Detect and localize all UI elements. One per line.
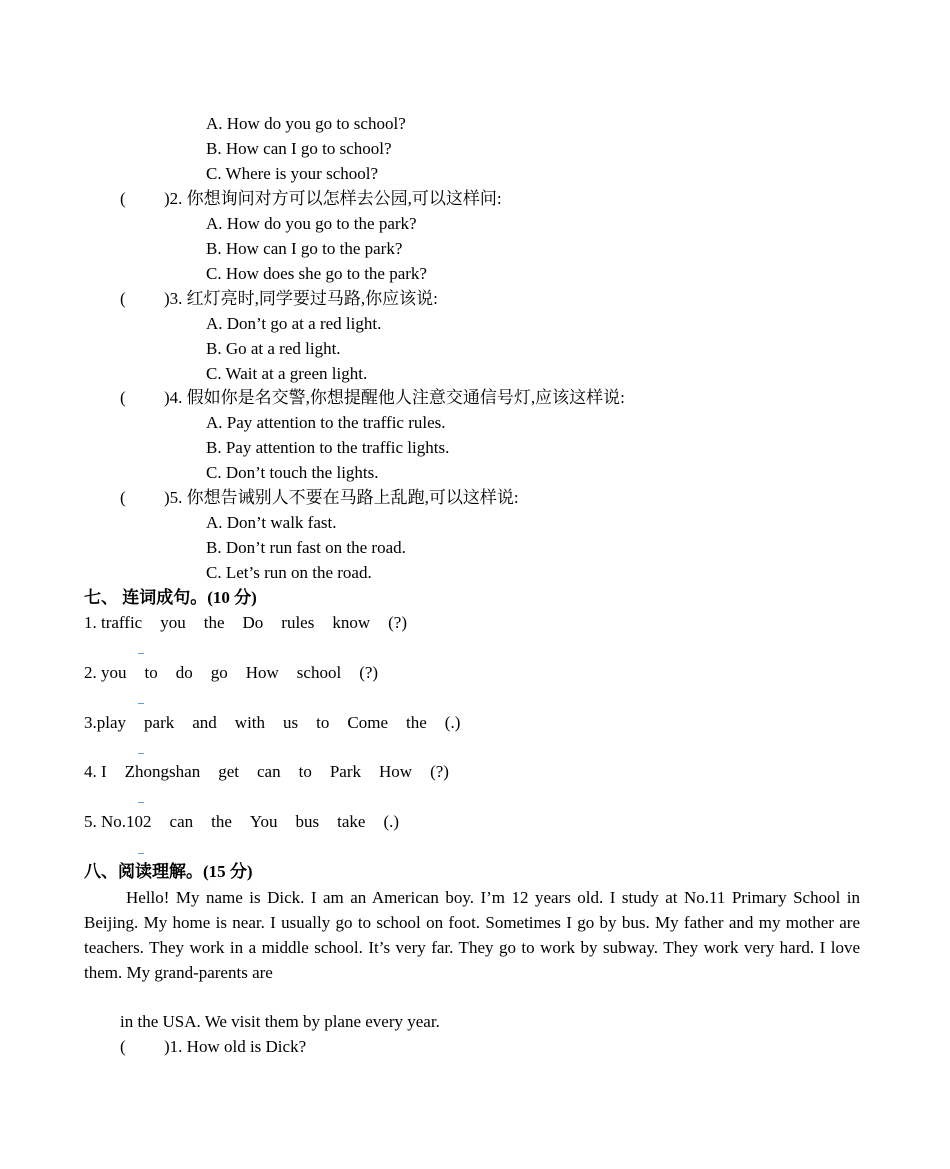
word: to: [298, 762, 312, 781]
q4-option-c: C. Don’t touch the lights.: [206, 463, 379, 482]
word: 4. I: [84, 762, 107, 781]
word: the: [203, 613, 225, 632]
word: 2. you: [84, 663, 127, 682]
word: us: [283, 713, 299, 732]
q2-option-b: B. How can I go to the park?: [206, 239, 403, 258]
reading-passage: Hello! My name is Dick. I am an American boy. I’m 12 years old. I study at No.11 Primary School in Beijing. My home is near. I usually go to school on foot. Sometimes I go by bus. My father and my mother are teachers. They work in a middle school. It’s very far. They go to work by subway. They work very hard. I love them. My grand-parents are: [84, 888, 860, 982]
q3-stem: )3. 红灯亮时,同学要过马路,你应该说:: [164, 289, 438, 308]
word: take: [337, 812, 366, 831]
answer-line-mark: [138, 853, 144, 854]
sentence-row-2: [84, 663, 396, 683]
passage-continuation: in the USA. We visit them by plane every year.: [120, 1012, 440, 1031]
word: the: [406, 713, 427, 732]
word: (.): [444, 713, 461, 732]
word: school: [296, 663, 342, 682]
q1-option-a: A. How do you go to school?: [206, 114, 406, 133]
word: 1. traffic: [84, 613, 143, 632]
q2-answer-paren: (: [120, 189, 126, 208]
word: and: [192, 713, 217, 732]
word: get: [218, 762, 239, 781]
word: do: [175, 663, 193, 682]
reading-q1-stem: )1. How old is Dick?: [164, 1037, 307, 1056]
word: bus: [295, 812, 320, 831]
word: can: [257, 762, 281, 781]
word: to: [316, 713, 330, 732]
word: (?): [388, 613, 407, 632]
word: with: [234, 713, 266, 732]
q4-stem: )4. 假如你是名交警,你想提醒他人注意交通信号灯,应该这样说:: [164, 388, 625, 407]
word: to: [144, 663, 158, 682]
word: can: [169, 812, 194, 831]
section-8-title: 八、阅读理解。(15 分): [84, 862, 253, 881]
word: Park: [329, 762, 361, 781]
q1-option-c: C. Where is your school?: [206, 164, 379, 183]
word: 5. No.102: [84, 812, 152, 831]
answer-line-mark: [138, 653, 144, 654]
q3-answer-paren: (: [120, 289, 126, 308]
word: (?): [359, 663, 379, 682]
word: know: [332, 613, 371, 632]
q3-option-b: B. Go at a red light.: [206, 339, 341, 358]
q4-answer-paren: (: [120, 388, 126, 407]
word: you: [160, 613, 186, 632]
sentence-row-1: [84, 613, 425, 633]
q5-option-a: A. Don’t walk fast.: [206, 513, 337, 532]
q5-option-b: B. Don’t run fast on the road.: [206, 538, 406, 557]
word: (.): [383, 812, 400, 831]
word: (?): [430, 762, 449, 781]
q5-option-c: C. Let’s run on the road.: [206, 563, 372, 582]
reading-q1-answer-paren: (: [120, 1037, 126, 1056]
q5-answer-paren: (: [120, 488, 126, 507]
word: rules: [281, 613, 315, 632]
answer-line-mark: [138, 703, 144, 704]
q1-option-b: B. How can I go to school?: [206, 139, 392, 158]
word: How: [245, 663, 279, 682]
sentence-row-5: [84, 812, 417, 832]
q3-option-c: C. Wait at a green light.: [206, 364, 368, 383]
word: park: [144, 713, 175, 732]
q4-option-a: A. Pay attention to the traffic rules.: [206, 413, 446, 432]
word: You: [249, 812, 278, 831]
section-7-title: 七、 连词成句。(10 分): [84, 588, 257, 607]
word: Do: [242, 613, 264, 632]
sentence-row-4: [84, 762, 467, 782]
q2-option-c: C. How does she go to the park?: [206, 264, 427, 283]
q2-option-a: A. How do you go to the park?: [206, 214, 417, 233]
q3-option-a: A. Don’t go at a red light.: [206, 314, 382, 333]
word: Come: [347, 713, 388, 732]
answer-line-mark: [138, 753, 144, 754]
word: Zhongshan: [124, 762, 201, 781]
q2-stem: )2. 你想询问对方可以怎样去公园,可以这样问:: [164, 189, 502, 208]
word: go: [210, 663, 228, 682]
word: How: [379, 762, 413, 781]
answer-line-mark: [138, 802, 144, 803]
q4-option-b: B. Pay attention to the traffic lights.: [206, 438, 450, 457]
q5-stem: )5. 你想告诫别人不要在马路上乱跑,可以这样说:: [164, 488, 519, 507]
sentence-row-3: [84, 713, 478, 733]
word: 3.play: [84, 713, 127, 732]
word: the: [211, 812, 232, 831]
